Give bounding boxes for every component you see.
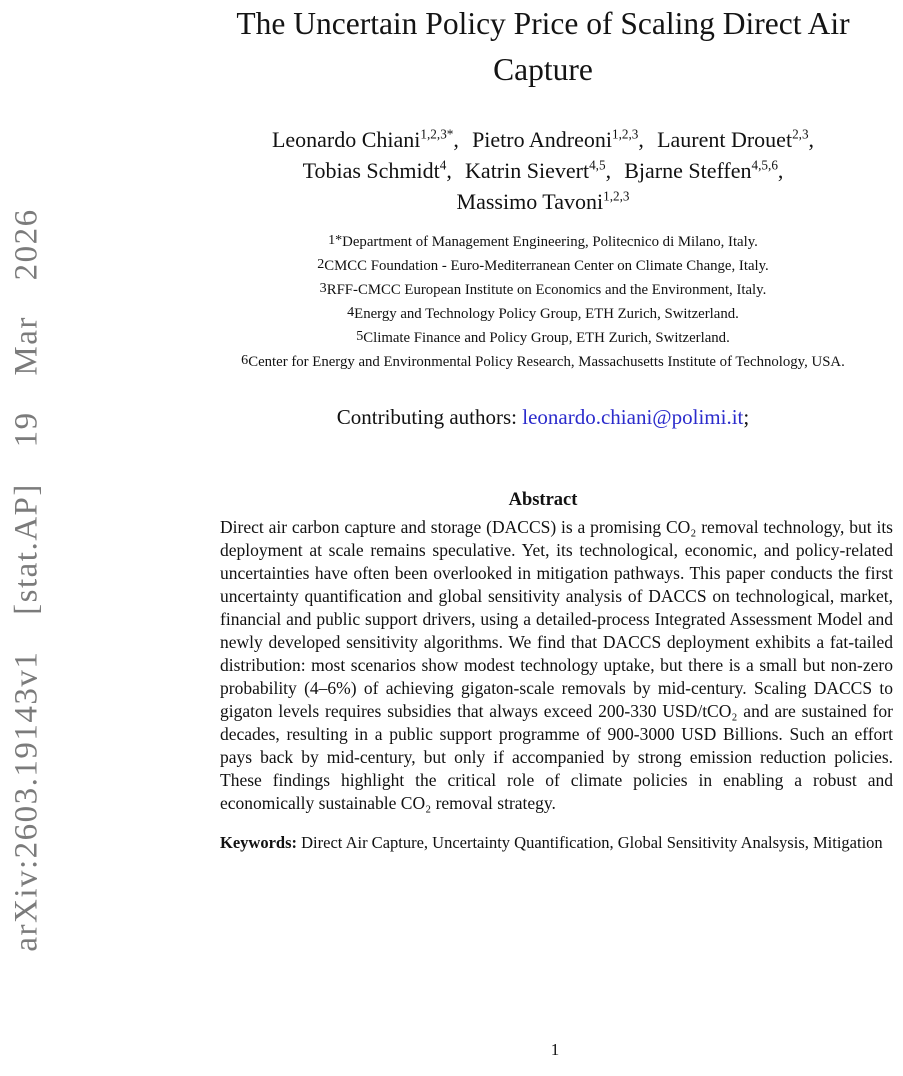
contributing-suffix: ; <box>743 405 750 429</box>
author-name: Tobias Schmidt$^4$, <box>302 157 452 183</box>
author-affiliation-superscript: 4 <box>439 157 447 173</box>
affiliation-number: 4 <box>347 303 355 320</box>
keywords-text: Direct Air Capture, Uncertainty Quantification, Global Sensitivity Analsysis, Mitigation <box>297 833 883 852</box>
affiliation-line: $^4$Energy and Technology Policy Group, ETH Zurich, Switzerland. <box>347 303 739 322</box>
page-number: 1 <box>550 1040 560 1059</box>
affiliation-number: 1* <box>328 231 343 248</box>
affiliation-line: $^3$RFF-CMCC European Institute on Economics and the Environment, Italy. <box>319 279 767 298</box>
affiliation-number: 5 <box>356 327 364 344</box>
author-name: Bjarne Steffen$^{4,5,6}$, <box>624 157 784 183</box>
affiliation-line: $^6$Center for Energy and Environmental Policy Research, Massachusetts Institute of Technology, USA. <box>241 351 845 370</box>
paper-title: The Uncertain Policy Price of Scaling Direct Air Capture <box>236 6 850 87</box>
keywords-line <box>220 832 893 855</box>
author-affiliation-superscript: 4,5,6 <box>751 157 778 173</box>
affiliation-line: $^5$Climate Finance and Policy Group, ETH Zurich, Switzerland. <box>356 327 730 346</box>
content-column <box>186 0 900 855</box>
author-affiliation-superscript: 1,2,3 <box>603 188 630 204</box>
author-list <box>186 124 900 217</box>
author-affiliation-superscript: 4,5 <box>589 157 606 173</box>
author-name: Katrin Sievert$^{4,5}$, <box>465 157 612 183</box>
contributing-label: Contributing authors: <box>336 405 523 429</box>
author-affiliation-superscript: 1,2,3 <box>612 126 639 142</box>
affiliation-number: 3 <box>319 279 327 296</box>
affiliation-number: 6 <box>241 351 249 368</box>
affiliation-line: $^2$CMCC Foundation - Euro-Mediterranean Center on Climate Change, Italy. <box>317 255 769 274</box>
abstract-text: Direct air carbon capture and storage (DACCS) is a promising CO₂ removal technology, but its deployment at scale remains speculative. Yet, its technological, economic, and policy-related uncertainties have often been overlooked in mitigation pathways. This paper conducts the first uncertainty quantification and global sensitivity analysis of DACCS on technological, market, financial and public support drivers, using a detailed-process Integrated Assessment Model and newly developed sensitivity algorithms. We find that DACCS deployment exhibits a fat-tailed distribution: most scenarios show modest technology uptake, but there is a small but non-zero probability (4–6%) of achieving gigaton-scale removals by mid-century. Scaling DACCS to gigaton levels requires subsidies that always exceed 200-330 USD/tCO₂ and are sustained for decades, resulting in a public support programme of 900-3000 USD Billions. Such an effort pays back by mid-century, but only if accompanied by strong emission reduction policies. These findings highlight the critical role of climate policies in enabling a robust and economically sustainable CO₂ removal strategy. <box>220 517 893 813</box>
author-name: Leonardo Chiani$^{1,2,3*}$, <box>271 126 459 152</box>
author-affiliation-superscript: 2,3 <box>792 126 809 142</box>
affiliation-number: 2 <box>317 255 325 272</box>
abstract-heading: Abstract <box>508 490 578 510</box>
keywords-label: Keywords: <box>220 833 297 852</box>
author-name: Laurent Drouet$^{2,3}$, <box>657 126 815 152</box>
author-name: Massimo Tavoni$^{1,2,3}$ <box>456 188 630 214</box>
contributing-email-link[interactable]: leonardo.chiani@polimi.it <box>522 405 744 429</box>
contributing-authors-line <box>186 402 900 432</box>
affiliation-line: $^{1*}$Department of Management Engineering, Politecnico di Milano, Italy. <box>328 231 758 250</box>
author-affiliation-superscript: 1,2,3* <box>420 126 454 142</box>
author-name: Pietro Andreoni$^{1,2,3}$, <box>472 126 644 152</box>
arxiv-watermark: arXiv:2603.19143v1 [stat.AP] 19 Mar 2026 <box>8 208 45 952</box>
affiliation-list <box>186 230 900 374</box>
